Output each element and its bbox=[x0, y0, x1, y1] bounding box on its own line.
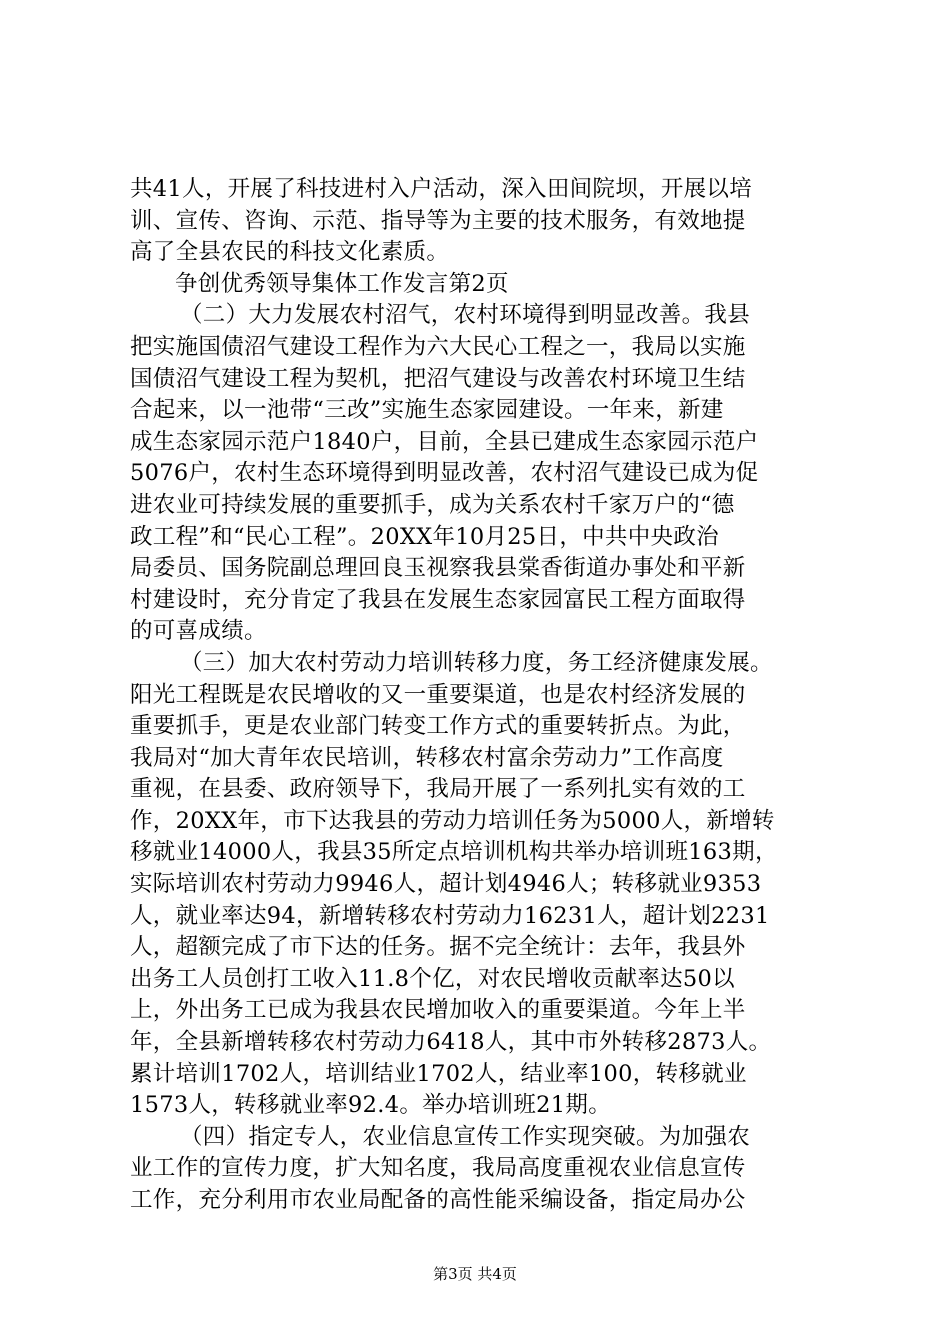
paragraph-line: 训、宣传、咨询、示范、指导等为主要的技术服务，有效地提 bbox=[130, 207, 746, 234]
paragraph-line: 重要抓手，更是农业部门转变工作方式的重要转折点。为此， bbox=[130, 713, 746, 740]
paragraph-line: 出务工人员创打工收入11.8个亿，对农民增收贡献率达50以 bbox=[130, 965, 735, 992]
paragraph-line: （三）加大农村劳动力培训转移力度，务工经济健康发展。 bbox=[180, 649, 773, 676]
paragraph-line: 工作，充分利用市农业局配备的高性能采编设备，指定局办公 bbox=[130, 1187, 746, 1213]
paragraph-line: 业工作的宣传力度，扩大知名度，我局高度重视农业信息宣传 bbox=[130, 1155, 746, 1182]
paragraph-line: 局委员、国务院副总理回良玉视察我县棠香街道办事处和平新 bbox=[130, 555, 746, 582]
paragraph-line: 5076户，农村生态环境得到明显改善，农村沼气建设已成为促 bbox=[130, 460, 759, 487]
document-body bbox=[130, 174, 830, 1217]
paragraph-line: 高了全县农民的科技文化素质。 bbox=[130, 239, 450, 266]
paragraph-line: 我局对“加大青年农民培训，转移农村富余劳动力”工作高度 bbox=[130, 744, 724, 771]
paragraph-line: 进农业可持续发展的重要抓手，成为关系农村千家万户的“德 bbox=[130, 491, 735, 518]
section-caption-line: 争创优秀领导集体工作发言第2页 bbox=[175, 270, 509, 297]
paragraph-line: 国债沼气建设工程为契机，把沼气建设与改善农村环境卫生结 bbox=[130, 365, 746, 392]
paragraph-line: 人，超额完成了市下达的任务。据不完全统计：去年，我县外 bbox=[130, 934, 746, 961]
paragraph-line: 把实施国债沼气建设工程作为六大民心工程之一，我局以实施 bbox=[130, 333, 746, 360]
paragraph-line: 人，就业率达94，新增转移农村劳动力16231人，超计划2231 bbox=[130, 902, 770, 929]
paragraph-line: 年，全县新增转移农村劳动力6418人，其中市外转移2873人。 bbox=[130, 1029, 772, 1056]
paragraph-line: 阳光工程既是农民增收的又一重要渠道，也是农村经济发展的 bbox=[130, 681, 746, 708]
paragraph-line: 合起来，以一池带“三改”实施生态家园建设。一年来，新建 bbox=[130, 397, 724, 424]
paragraph-line: 村建设时，充分肯定了我县在发展生态家园富民工程方面取得 bbox=[130, 586, 746, 613]
paragraph-line: 移就业14000人，我县35所定点培训机构共举办培训班163期， bbox=[130, 839, 778, 866]
paragraph-line: 共41人，开展了科技进村入户活动，深入田间院坝，开展以培 bbox=[130, 176, 753, 202]
paragraph-line: 1573人，转移就业率92.4。举办培训班21期。 bbox=[130, 1092, 611, 1119]
paragraph-line: 成生态家园示范户1840户，目前，全县已建成生态家园示范户 bbox=[130, 428, 759, 455]
paragraph-line: 的可喜成绩。 bbox=[130, 618, 267, 645]
page-footer: 第3页 共4页 bbox=[433, 1265, 517, 1283]
paragraph-line: 上，外出务工已成为我县农民增加收入的重要渠道。今年上半 bbox=[130, 997, 746, 1024]
paragraph-line: 重视，在县委、政府领导下，我局开展了一系列扎实有效的工 bbox=[130, 776, 746, 803]
paragraph-line: 作，20XX年，市下达我县的劳动力培训任务为5000人，新增转 bbox=[130, 807, 775, 834]
paragraph-line: （二）大力发展农村沼气，农村环境得到明显改善。我县 bbox=[180, 302, 751, 329]
paragraph-line: 累计培训1702人，培训结业1702人，结业率100，转移就业 bbox=[130, 1060, 747, 1087]
paragraph-line: 政工程”和“民心工程”。20XX年10月25日，中共中央政治 bbox=[130, 523, 719, 550]
paragraph-line: （四）指定专人，农业信息宣传工作实现突破。为加强农 bbox=[180, 1123, 751, 1150]
paragraph-line: 实际培训农村劳动力9946人，超计划4946人；转移就业9353 bbox=[130, 871, 762, 898]
